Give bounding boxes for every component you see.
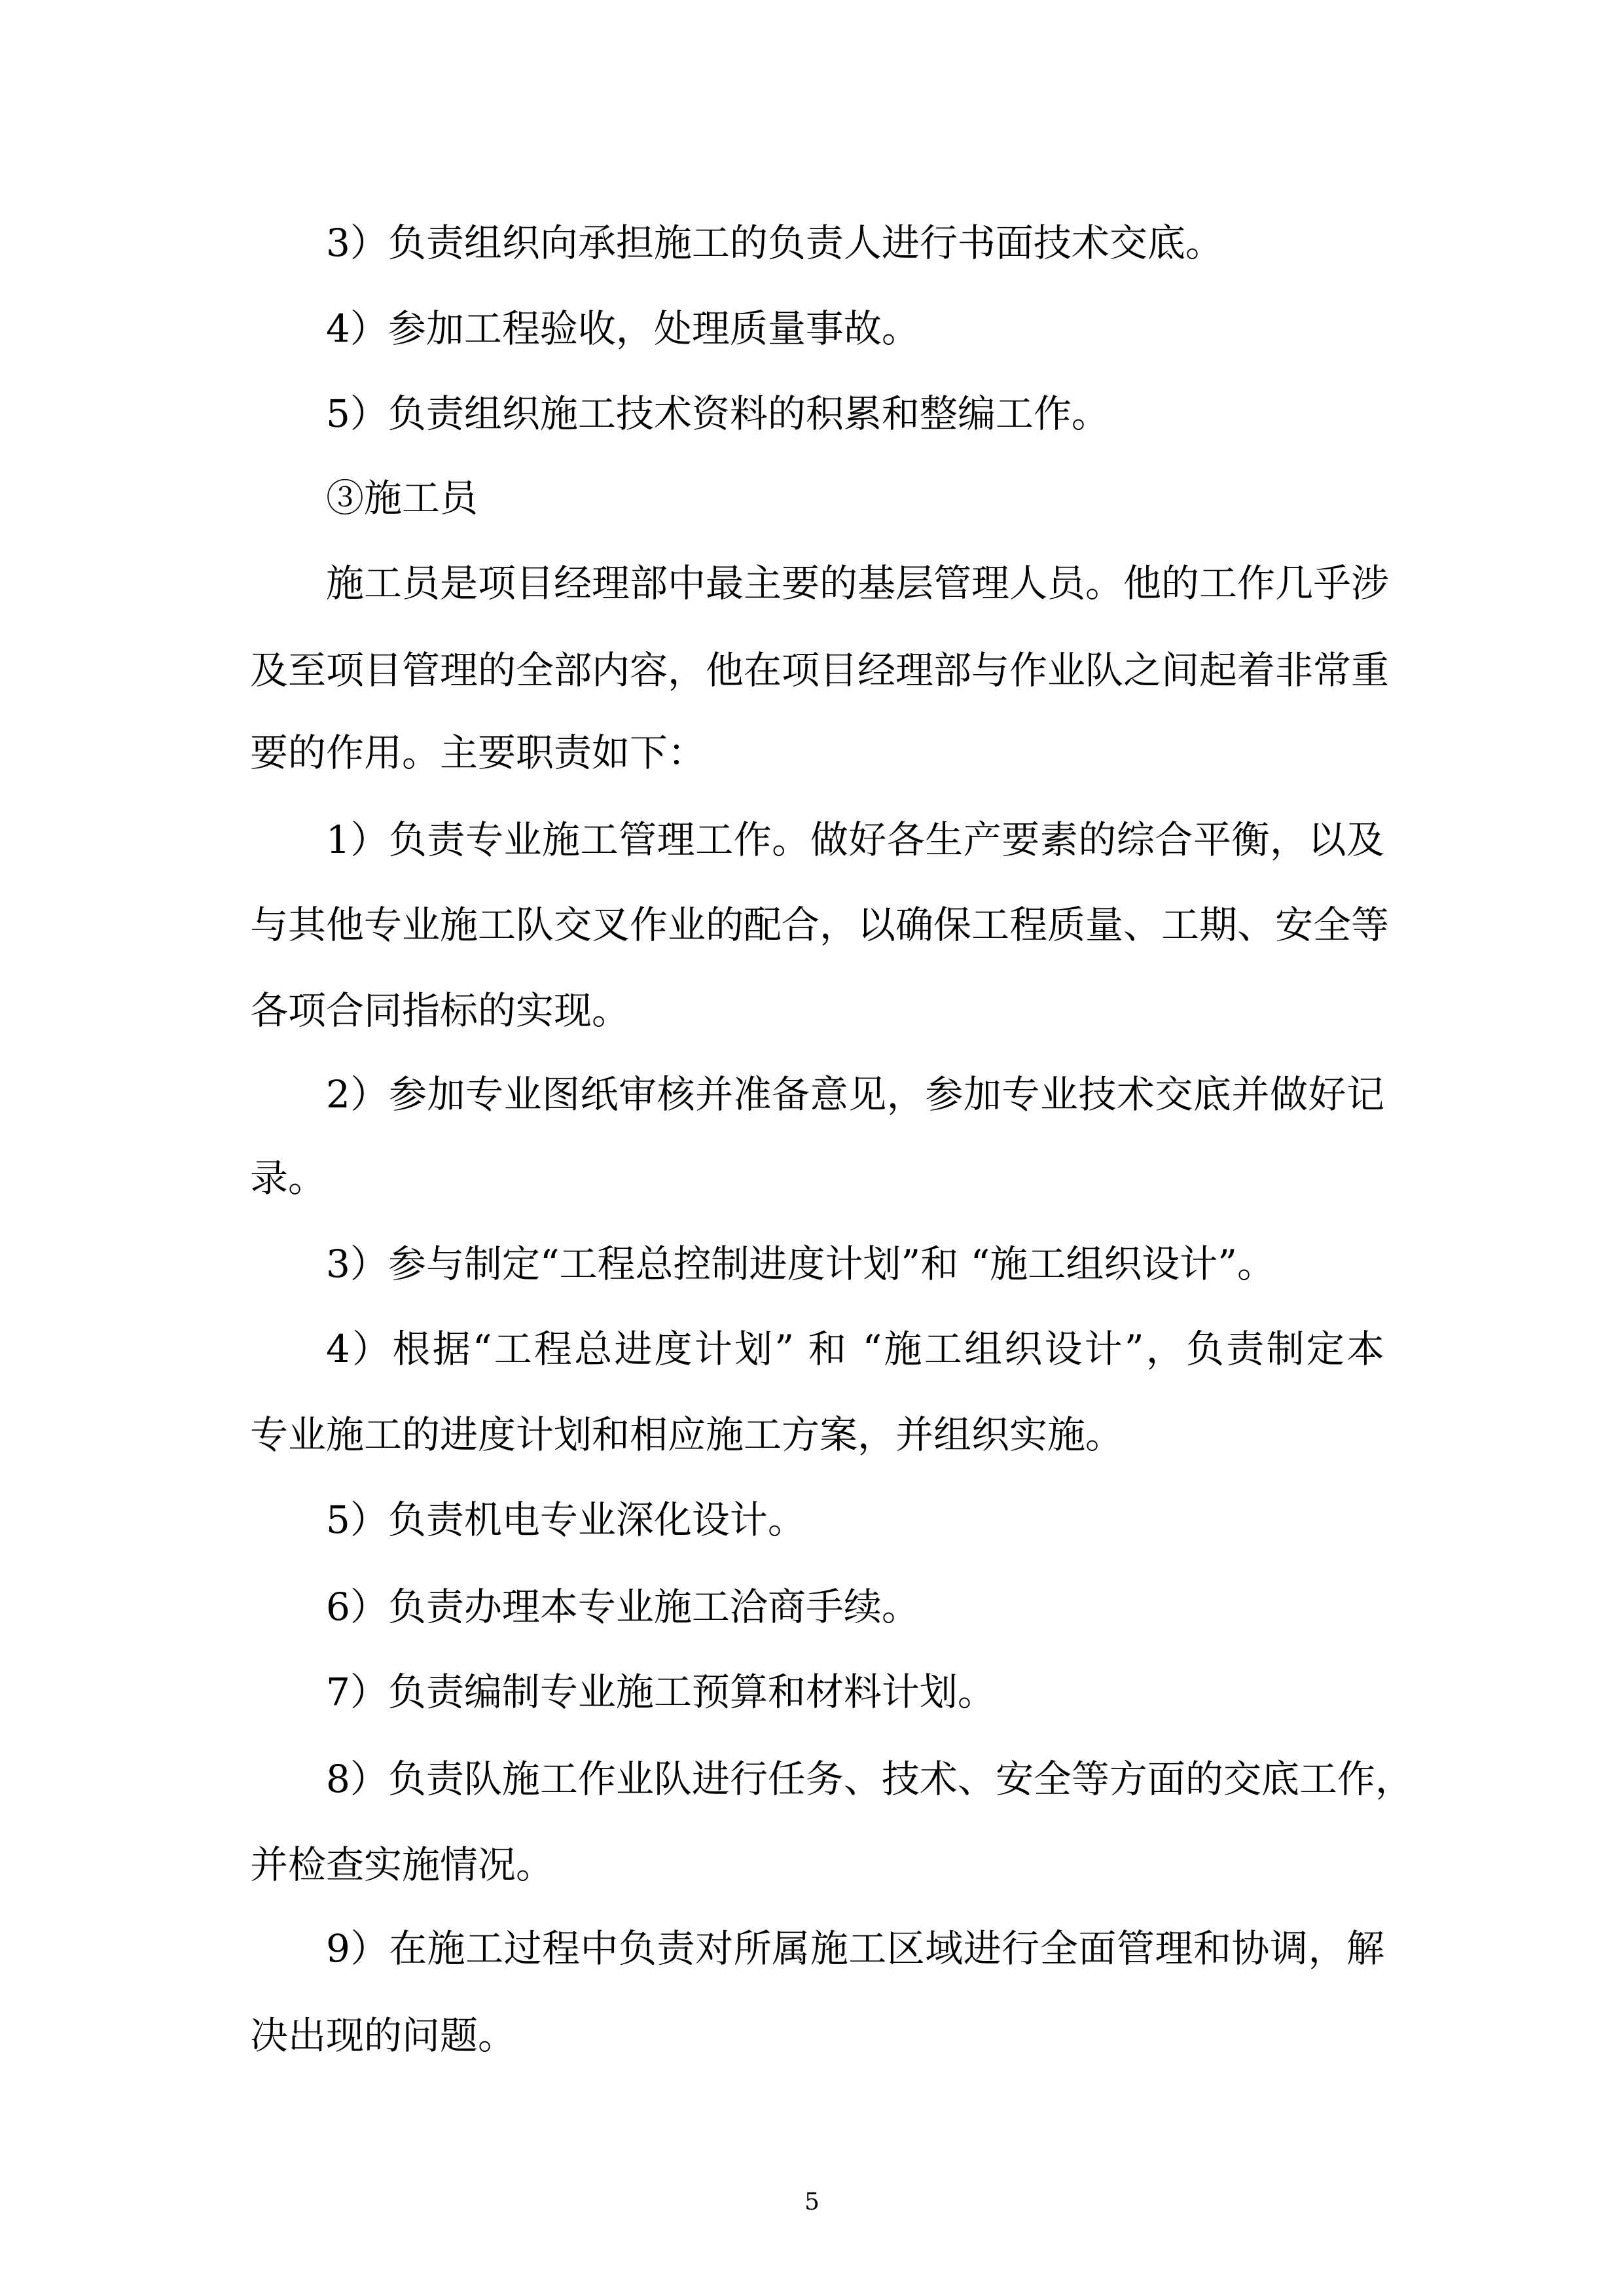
text-line: 及至项目管理的全部内容，他在项目经理部与作业队之间起着非常重	[250, 648, 1390, 692]
text-line: 9）在施工过程中负责对所属施工区域进行全面管理和协调，解	[326, 1926, 1384, 1971]
page-number: 5	[804, 2189, 820, 2215]
text-line: 录。	[250, 1156, 327, 1200]
text-line: 2）参加专业图纸审核并准备意见，参加专业技术交底并做好记	[326, 1072, 1384, 1117]
text-line: 决出现的问题。	[250, 2013, 516, 2058]
section-heading: ③施工员	[326, 476, 478, 520]
text-line: 并检查实施情况。	[250, 1842, 554, 1887]
text-line: 1）负责专业施工管理工作。做好各生产要素的综合平衡，以及	[326, 817, 1384, 862]
text-line: 8）负责队施工作业队进行任务、技术、安全等方面的交底工作，	[326, 1757, 1413, 1801]
text-line: 4）参加工程验收，处理质量事故。	[326, 306, 920, 351]
text-line: 4）根据“工程总进度计划” 和 “施工组织设计”，负责制定本	[326, 1327, 1384, 1371]
text-line: 5）负责机电专业深化设计。	[326, 1498, 806, 1542]
text-line: 施工员是项目经理部中最主要的基层管理人员。他的工作几乎涉	[326, 561, 1390, 605]
text-line: 7）负责编制专业施工预算和材料计划。	[326, 1670, 996, 1714]
text-line: 3）参与制定“工程总控制进度计划”和 “施工组织设计”。	[326, 1242, 1275, 1286]
text-line: 6）负责办理本专业施工洽商手续。	[326, 1585, 920, 1629]
text-line: 3）负责组织向承担施工的负责人进行书面技术交底。	[326, 221, 1223, 265]
text-line: 专业施工的进度计划和相应施工方案，并组织实施。	[250, 1412, 1124, 1457]
text-line: 与其他专业施工队交叉作业的配合，以确保工程质量、工期、安全等	[250, 903, 1390, 947]
text-line: 5）负责组织施工技术资料的积累和整编工作。	[326, 391, 1110, 436]
text-line: 要的作用。主要职责如下：	[250, 730, 706, 775]
text-line: 各项合同指标的实现。	[250, 988, 630, 1033]
